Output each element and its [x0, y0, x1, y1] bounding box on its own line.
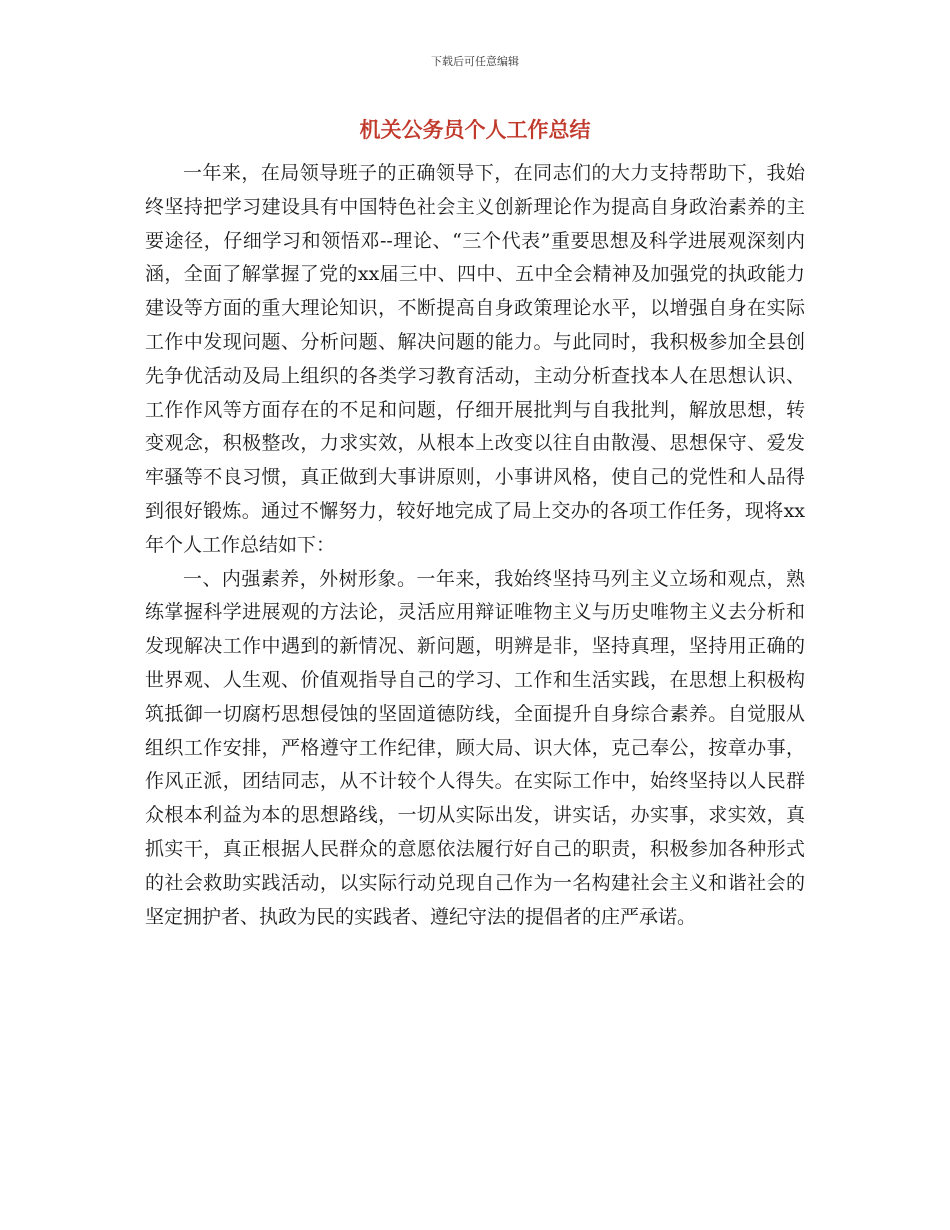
page-header-note: 下载后可任意编辑 — [431, 55, 519, 68]
document-title: 机关公务员个人工作总结 — [359, 118, 591, 142]
paragraph-section-one: 一、内强素养，外树形象。一年来，我始终坚持马列主义立场和观点，熟练掌握科学进展观的方法论，灵活应用辩证唯物主义与历史唯物主义去分析和发现解决工作中遇到的新情况、新问题，明辨是非，坚持真理，坚持用正确的世界观、人生观、价值观指导自己的学习、工作和生活实践，在思想上积极构筑抵御一切腐朽思想侵蚀的坚固道德防线，全面提升自身综合素养。自觉服从组织工作安排，严格遵守工作纪律，顾大局、识大体，克己奉公，按章办事，作风正派，团结同志，从不计较个人得失。在实际工作中，始终坚持以人民群众根本利益为本的思想路线，一切从实际出发，讲实话，办实事，求实效，真抓实干，真正根据人民群众的意愿依法履行好自己的职责，积极参加各种形式的社会救助实践活动，以实际行动兑现自己作为一名构建社会主义和谐社会的坚定拥护者、执政为民的实践者、遵纪守法的提倡者的庄严承诺。 — [145, 567, 805, 928]
document-body — [145, 157, 805, 934]
paragraph-intro: 一年来，在局领导班子的正确领导下，在同志们的大力支持帮助下，我始终坚持把学习建设具有中国特色社会主义创新理论作为提高自身政治素养的主要途径，仔细学习和领悟邓--理论、“三个代表”重要思想及科学进展观深刻内涵，全面了解掌握了党的xx届三中、四中、五中全会精神及加强党的执政能力建设等方面的重大理论知识，不断提高自身政策理论水平，以增强自身在实际工作中发现问题、分析问题、解决问题的能力。与此同时，我积极参加全县创先争优活动及局上组织的各类学习教育活动，主动分析查找本人在思想认识、工作作风等方面存在的不足和问题，仔细开展批判与自我批判，解放思想，转变观念，积极整改，力求实效，从根本上改变以往自由散漫、思想保守、爱发牢骚等不良习惯，真正做到大事讲原则，小事讲风格，使自己的党性和人品得到很好锻炼。通过不懈努力，较好地完成了局上交办的各项工作任务，现将xx年个人工作总结如下： — [145, 162, 805, 556]
